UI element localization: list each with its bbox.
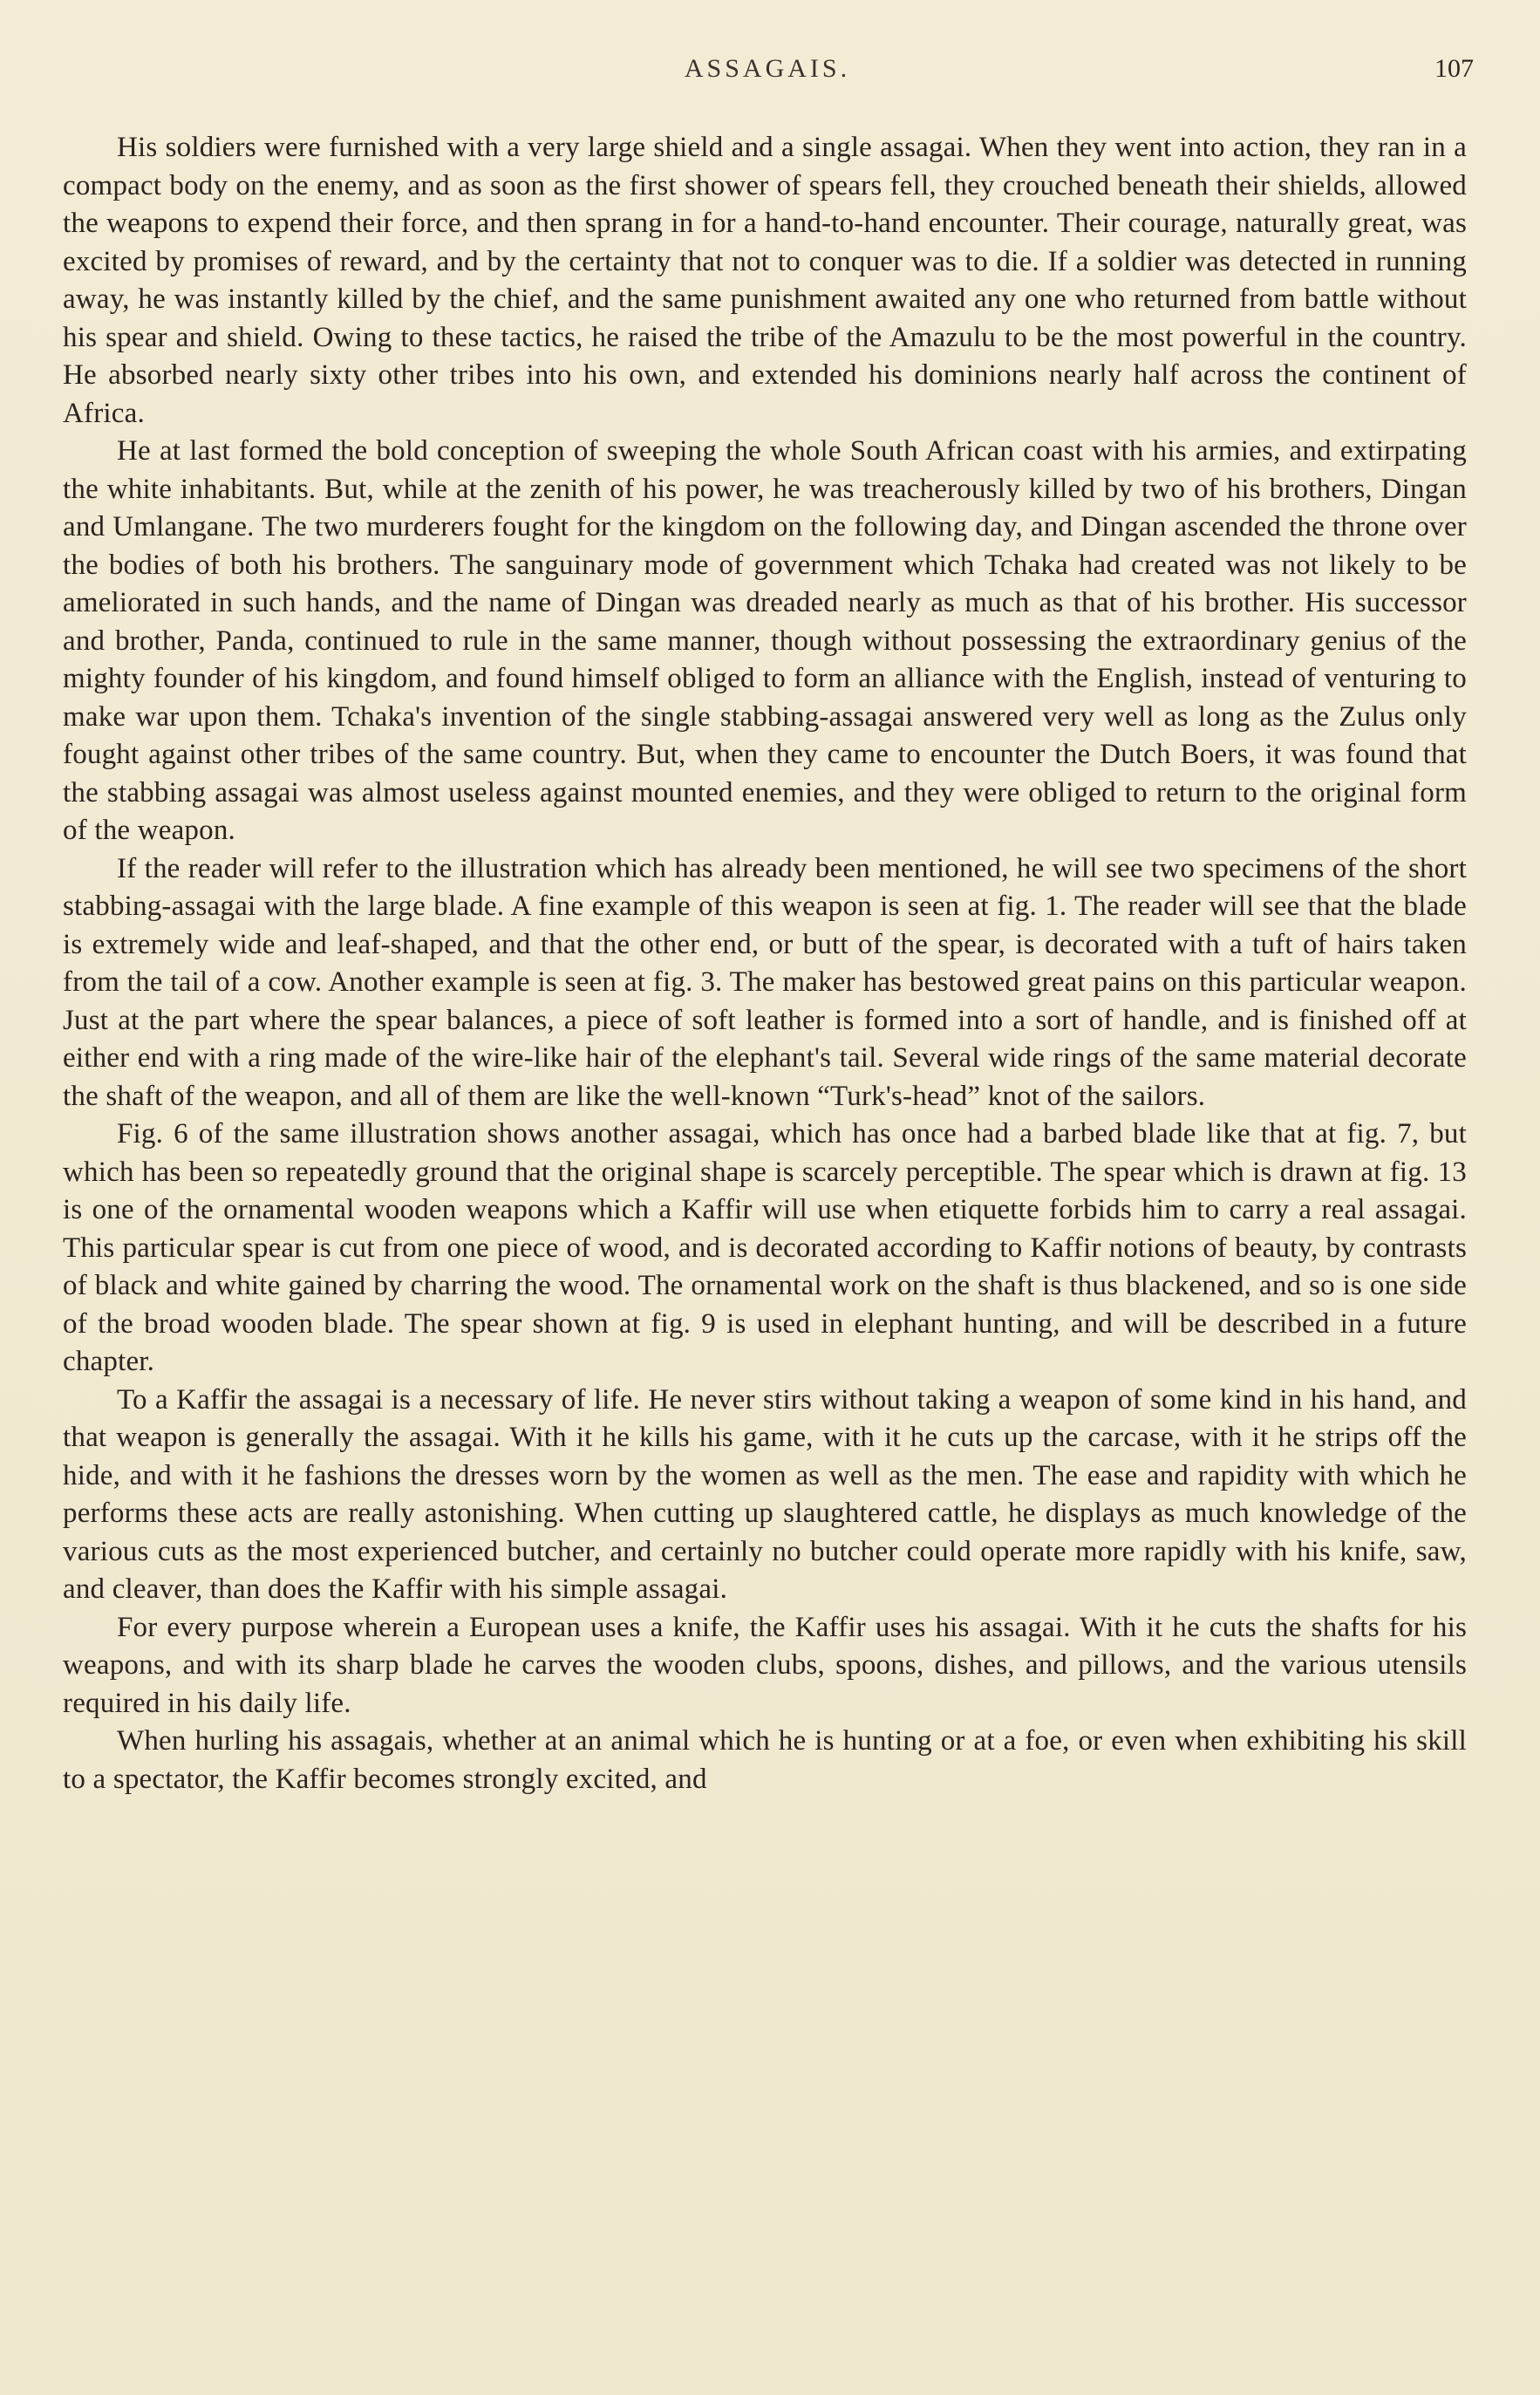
page-number: 107 [1434,54,1474,83]
paragraph: He at last formed the bold conception of sweeping the whole South African coast with his armies, and extirpating the white inhabitants. But, while at the zenith of his power, he was treacherously killed by two of his brothers, Dingan and Umlangane. The two murderers fought for the kingdom on the following day, and Dingan ascended the throne over the bodies of both his brothers. The sanguinary mode of government which Tchaka had created was not likely to be ameliorated in such hands, and the name of Dingan was dreaded nearly as much as that of his brother. His successor and brother, Panda, continued to rule in the same manner, though without possessing the extraordinary genius of the mighty founder of his kingdom, and found himself obliged to form an alliance with the English, instead of venturing to make war upon them. Tchaka's invention of the single stabbing-assagai answered very well as long as the Zulus only fought against other tribes of the same country. But, when they came to encounter the Dutch Boers, it was found that the stabbing assagai was almost useless against mounted enemies, and they were obliged to return to the original form of the weapon. [63,435,1467,846]
paragraph: When hurling his assagais, whether at an animal which he is hunting or at a foe, or even when exhibiting his skill to a spectator, the Kaffir becomes strongly excited, and [63,1725,1467,1795]
running-header [61,49,1474,89]
body-text [63,129,1467,2362]
paragraph: Fig. 6 of the same illustration shows another assagai, which has once had a barbed blade like that at fig. 7, but which has been so repeatedly ground that the original shape is scarcely perceptible. The spear which is drawn at fig. 13 is one of the ornamental wooden weapons which a Kaffir will use when etiquette forbids him to carry a real assagai. This particular spear is cut from one piece of wood, and is decorated according to Kaffir notions of beauty, by contrasts of black and white gained by charring the wood. The ornamental work on the shaft is thus blackened, and so is one side of the broad wooden blade. The spear shown at fig. 9 is used in elephant hunting, and will be described in a future chapter. [63,1118,1467,1377]
paragraph: If the reader will refer to the illustration which has already been mentioned, he will see two specimens of the short stabbing-assagai with the large blade. A fine example of this weapon is seen at fig. 1. The reader will see that the blade is extremely wide and leaf-shaped, and that the other end, or butt of the spear, is decorated with a tuft of hairs taken from the tail of a cow. Another example is seen at fig. 3. The maker has bestowed great pains on this particular weapon. Just at the part where the spear balances, a piece of soft leather is formed into a sort of handle, and is finished off at either end with a ring made of the wire-like hair of the elephant's tail. Several wide rings of the same material decorate the shaft of the weapon, and all of them are like the well-known “Turk's-head” knot of the sailors. [63,852,1467,1112]
paragraph: To a Kaffir the assagai is a necessary of life. He never stirs without taking a weapon of some kind in his hand, and that weapon is generally the assagai. With it he kills his game, with it he cuts up the carcase, with it he strips off the hide, and with it he fashions the dresses worn by the women as well as the men. The ease and rapidity with which he performs these acts are really astonishing. When cutting up slaughtered cattle, he displays as much knowledge of the various cuts as the most experienced butcher, and certainly no butcher could operate more rapidly with his knife, saw, and cleaver, than does the Kaffir with his simple assagai. [63,1383,1467,1605]
paragraph: His soldiers were furnished with a very large shield and a single assagai. When they went into action, they ran in a compact body on the enemy, and as soon as the first shower of spears fell, they crouched beneath their shields, allowed the weapons to expend their force, and then sprang in for a hand-to-hand encounter. Their courage, naturally great, was excited by promises of reward, and by the certainty that not to conquer was to die. If a soldier was detected in running away, he was instantly killed by the chief, and the same punishment awaited any one who returned from battle without his spear and shield. Owing to these tactics, he raised the tribe of the Amazulu to be the most powerful in the country. He absorbed nearly sixty other tribes into his own, and extended his dominions nearly half across the continent of Africa. [63,132,1467,429]
paragraph: For every purpose wherein a European uses a knife, the Kaffir uses his assagai. With it he cuts the shafts for his weapons, and with its sharp blade he carves the wooden clubs, spoons, dishes, and pillows, and the various utensils required in his daily life. [63,1611,1467,1719]
running-title: ASSAGAIS. [684,54,851,83]
